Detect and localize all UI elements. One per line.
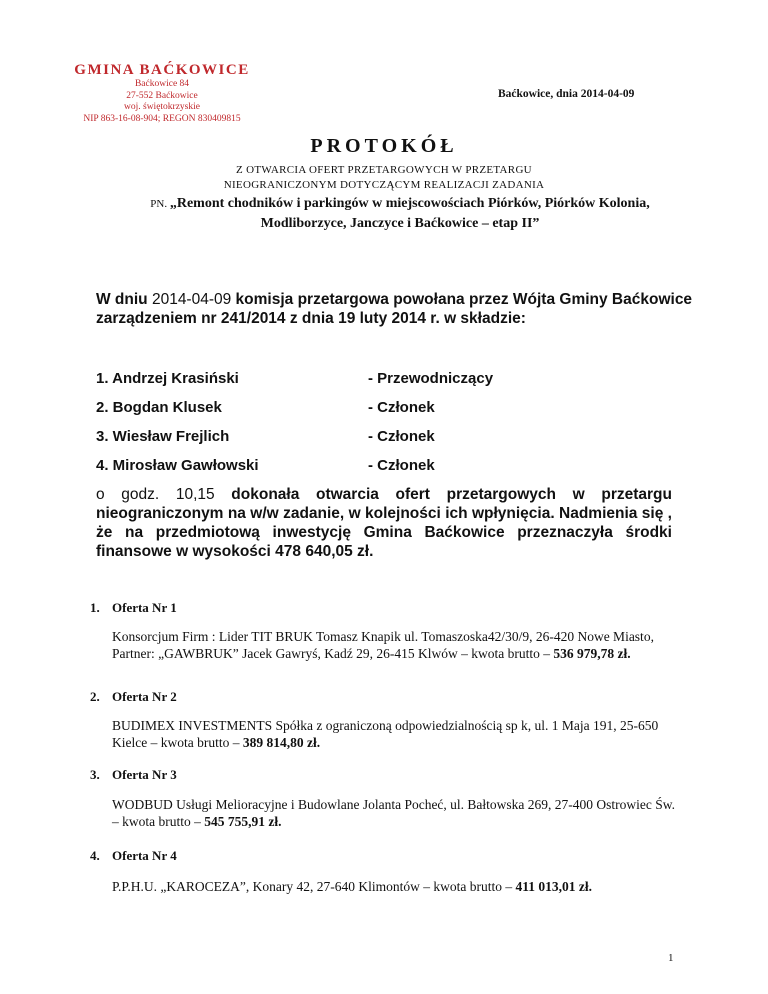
opening-o-godz: o godz. bbox=[96, 486, 176, 503]
stamp-ids-line: NIP 863-16-08-904; REGON 830409815 bbox=[83, 113, 241, 124]
offer-amount: 545 755,91 zł. bbox=[204, 814, 282, 829]
offer-number: 4. bbox=[90, 848, 100, 863]
member-role: - Członek bbox=[368, 457, 435, 474]
opening-paragraph bbox=[96, 485, 672, 561]
intro-paragraph bbox=[96, 290, 696, 328]
offer-amount: 389 814,80 zł. bbox=[242, 735, 321, 750]
subtitle-prefix: PN. bbox=[150, 198, 170, 210]
subtitle-line-1: Z OTWARCIA OFERT PRZETARGOWYCH W PRZETARGU bbox=[236, 164, 532, 176]
member-name: 1. Andrzej Krasiński bbox=[96, 370, 239, 387]
intro-rest: komisja przetargowa powołana przez Wójta Gminy Baćkowice zarządzeniem nr 241/2014 z dnia 19 luty 2014 r. w składzie: bbox=[96, 291, 693, 327]
stamp-address-line: Baćkowice 84 bbox=[134, 79, 190, 89]
offer-title: Oferta Nr 4 bbox=[112, 848, 177, 863]
offer-title: Oferta Nr 1 bbox=[112, 600, 177, 615]
opening-time: 10,15 bbox=[175, 486, 215, 503]
place-date: Baćkowice, dnia 2014-04-09 bbox=[498, 88, 635, 100]
offer-title: Oferta Nr 2 bbox=[112, 689, 177, 704]
offer-title: Oferta Nr 3 bbox=[112, 767, 177, 782]
stamp-postal-line: 27-552 Baćkowice bbox=[126, 90, 198, 101]
intro-w-dniu: W dniu bbox=[96, 291, 152, 308]
offer-number: 3. bbox=[90, 767, 100, 782]
intro-date: 2014-04-09 bbox=[151, 291, 232, 308]
offer-heading bbox=[90, 848, 177, 864]
document-title: PROTOKÓŁ bbox=[310, 135, 458, 157]
offer-text: P.P.H.U. „KAROCEZA”, Konary 42, 27-640 Klimontów – kwota brutto – bbox=[112, 879, 516, 894]
member-name: 2. Bogdan Klusek bbox=[96, 399, 222, 416]
subtitle-line-2: NIEOGRANICZONYM DOTYCZĄCYM REALIZACJI ZADANIA bbox=[223, 179, 545, 191]
offer-body bbox=[112, 717, 682, 751]
offer-body bbox=[112, 796, 682, 830]
offer-number: 2. bbox=[90, 689, 100, 704]
offer-number: 1. bbox=[90, 600, 100, 615]
member-role: - Członek bbox=[368, 428, 435, 445]
offer-heading bbox=[90, 689, 177, 705]
offer-amount: 411 013,01 zł. bbox=[515, 879, 592, 894]
member-name: 3. Wiesław Frejlich bbox=[96, 428, 230, 445]
member-name: 4. Mirosław Gawłowski bbox=[96, 457, 259, 474]
offer-text: Konsorcjum Firm : Lider TIT BRUK Tomasz Knapik ul. Tomaszoska42/30/9, 26-420 Nowe Miasto, Partner: „GAWBRUK” Jacek Gawryś, Kadź 29, 26-415 Klwów – kwota brutto – bbox=[112, 629, 654, 661]
member-role: - Przewodniczący bbox=[368, 370, 494, 387]
opening-rest: dokonała otwarcia ofert przetargowych w przetargu nieograniczonym na w/w zadanie, w kolejności ich wpłynięcia. Nadmienia się , że na przedmiotową inwestycję Gmina Baćkowice przeznaczyła środki finansowe w wysokości 478 640,05 zł. bbox=[96, 486, 672, 560]
offer-text: BUDIMEX INVESTMENTS Spółka z ograniczoną odpowiedzialnością sp k, ul. 1 Maja 191, 25-650 Kielce – kwota brutto – bbox=[112, 718, 659, 750]
offer-heading bbox=[90, 600, 177, 616]
offer-body bbox=[112, 628, 682, 662]
offer-text: WODBUD Usługi Melioracyjne i Budowlane Jolanta Pocheć, ul. Bałtowska 269, 27-400 Ostrowiec Św. – kwota brutto – bbox=[112, 797, 676, 829]
task-name: „Remont chodników i parkingów w miejscowościach Piórków, Piórków Kolonia, Modliborzyce, Janczyce i Baćkowice – etap II” bbox=[169, 196, 650, 231]
stamp-name: GMINA BAĆKOWICE bbox=[74, 62, 250, 78]
page-number: 1 bbox=[668, 952, 674, 964]
subtitle-task-name bbox=[110, 194, 690, 233]
offer-body bbox=[112, 878, 682, 895]
offer-amount: 536 979,78 zł. bbox=[553, 646, 631, 661]
municipality-stamp bbox=[62, 62, 262, 125]
offer-heading bbox=[90, 767, 177, 783]
stamp-region-line: woj. świętokrzyskie bbox=[124, 102, 200, 112]
member-role: - Członek bbox=[368, 399, 435, 416]
